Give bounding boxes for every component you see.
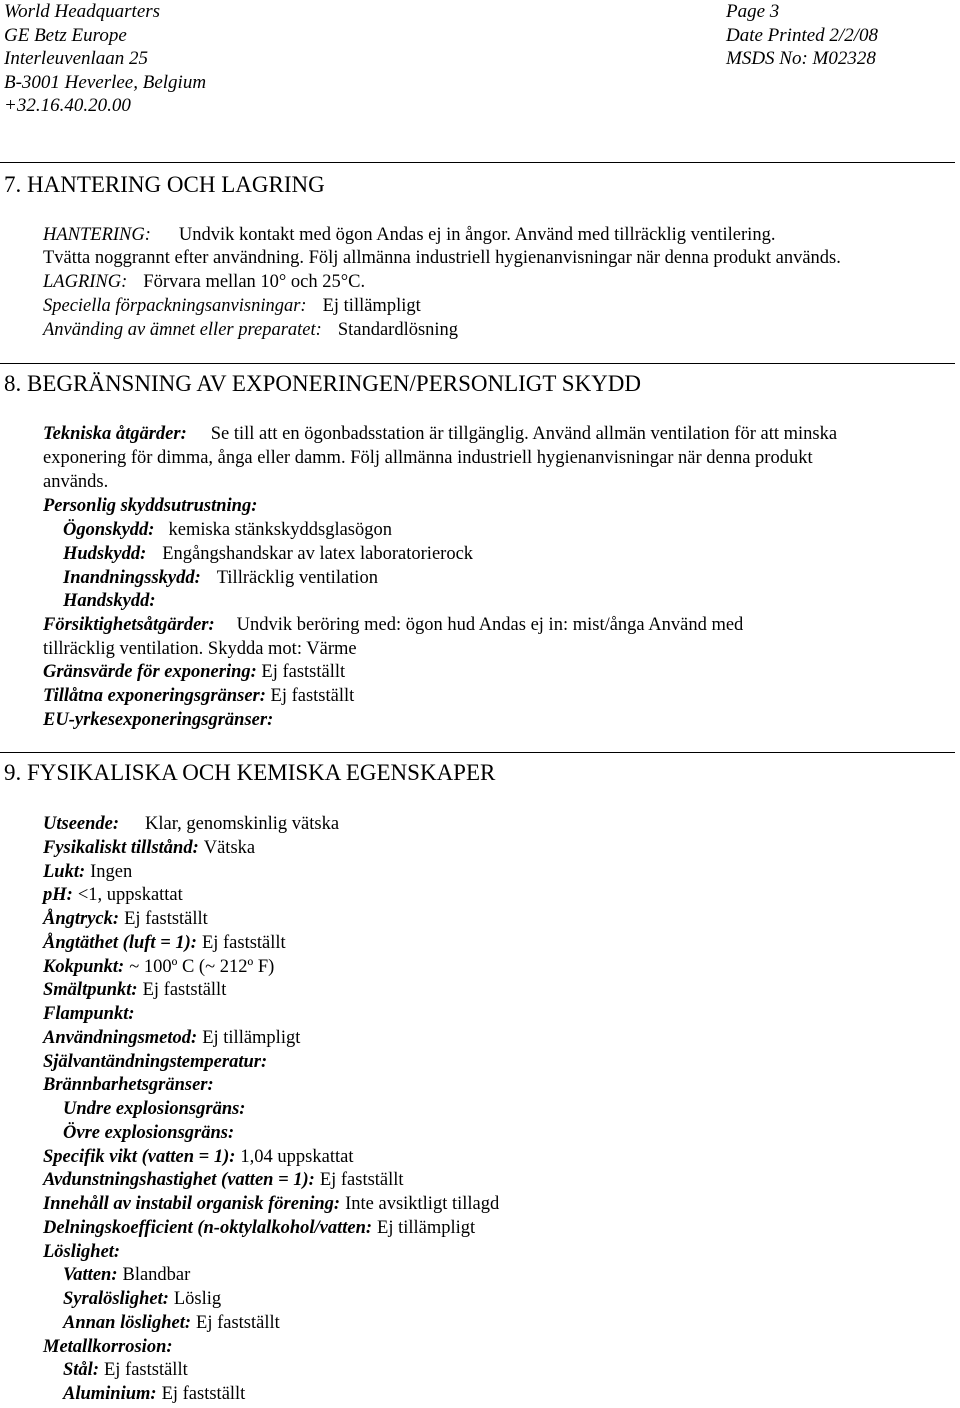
hantering-text: Undvik kontakt med ögon Andas ej in ångor. Använd med tillräcklig ventilering. <box>178 225 776 245</box>
property-row <box>63 1312 280 1336</box>
gransvarde-text: Ej fastställt <box>261 662 346 682</box>
spec-text: Ej tillämpligt <box>322 296 421 316</box>
property-row <box>43 1003 135 1027</box>
property-label: Annan löslighet: <box>63 1312 192 1333</box>
property-label: Ångtäthet (luft = 1): <box>43 932 197 953</box>
property-row <box>43 908 208 932</box>
property-row <box>43 932 286 956</box>
company-name: GE Betz Europe <box>4 24 127 46</box>
property-label: Lukt: <box>43 861 86 882</box>
property-label: Aluminium: <box>63 1384 157 1404</box>
property-label: Löslighet: <box>43 1241 121 1262</box>
lagring-label: LAGRING: <box>43 272 128 292</box>
forsiktighet-text: Undvik beröring med: ögon hud Andas ej in: mist/ånga Använd med <box>236 615 744 635</box>
property-value: Ej fastställt <box>103 1360 188 1381</box>
forsiktighet-line <box>43 614 743 638</box>
anvandning-line <box>43 319 458 343</box>
property-row <box>43 837 255 861</box>
hudskydd-text: Engångshandskar av latex laboratorierock <box>162 544 474 564</box>
property-value: Ej tillämpligt <box>202 1027 301 1048</box>
property-value: Ej tillämpligt <box>377 1217 476 1238</box>
lagring-text: Förvara mellan 10° och 25°C. <box>143 272 366 292</box>
property-label: Utseende: <box>43 814 120 834</box>
divider-rule <box>0 752 955 753</box>
hantering-line-2: Tvätta noggrannt efter användning. Följ allmänna industriell hygienanvisningar när denna produkt används. <box>43 248 841 268</box>
property-label: Ångtryck: <box>43 909 120 929</box>
anvandning-text: Standardlösning <box>337 320 459 340</box>
property-row <box>43 1027 300 1051</box>
tekniska-label: Tekniska åtgärder: <box>43 424 187 444</box>
handskydd-label: Handskydd: <box>63 591 156 611</box>
property-row <box>63 1288 221 1312</box>
document-meta-block <box>726 0 878 71</box>
property-label: Fysikaliskt tillstånd: <box>43 837 199 858</box>
property-label: Övre explosionsgräns: <box>63 1122 235 1143</box>
property-row <box>43 1169 404 1193</box>
section-7-title: 7. HANTERING OCH LAGRING <box>4 172 325 197</box>
property-label: Avdunstningshastighet (vatten = 1): <box>43 1170 315 1191</box>
company-city: B-3001 Heverlee, Belgium <box>4 71 207 93</box>
eu-granser-label: EU-yrkesexponeringsgränser: <box>43 710 274 730</box>
property-label: Innehåll av instabil organisk förening: <box>43 1194 341 1214</box>
property-row <box>43 1051 267 1075</box>
divider-rule <box>0 162 955 163</box>
property-row <box>43 861 132 885</box>
property-label: Vatten: <box>63 1265 118 1286</box>
inandningsskydd-text: Tillräcklig ventilation <box>216 568 378 588</box>
property-value: Blandbar <box>122 1265 191 1286</box>
anvandning-label: Använding av ämnet eller preparatet: <box>43 320 322 340</box>
property-row <box>63 1383 245 1407</box>
property-label: Användningsmetod: <box>43 1027 198 1048</box>
divider-rule <box>0 363 955 364</box>
tillatna-line <box>43 685 354 709</box>
property-row <box>43 1193 499 1217</box>
property-row <box>43 1074 214 1098</box>
property-label: Undre explosionsgräns: <box>63 1099 246 1119</box>
company-street: Interleuvenlaan 25 <box>4 48 149 69</box>
tillatna-text: Ej fastställt <box>270 686 355 706</box>
property-row <box>43 979 226 1003</box>
tekniska-line <box>43 423 837 447</box>
property-value: 1,04 uppskattat <box>240 1146 354 1167</box>
tillatna-label: Tillåtna exponeringsgränser: <box>43 686 266 706</box>
forsiktighet-label: Försiktighetsåtgärder: <box>43 615 215 635</box>
property-label: Kokpunkt: <box>43 956 125 977</box>
hantering-line <box>43 224 775 248</box>
property-label: Flampunkt: <box>43 1004 135 1024</box>
spec-label: Speciella förpackningsanvisningar: <box>43 296 307 316</box>
gransvarde-line <box>43 661 345 685</box>
property-row <box>63 1098 245 1122</box>
property-label: pH: <box>43 885 73 906</box>
inandningsskydd-label: Inandningsskydd: <box>63 568 201 588</box>
spec-line <box>43 295 421 319</box>
property-row <box>43 1217 475 1241</box>
lagring-line <box>43 271 365 295</box>
property-value: Ej fastställt <box>161 1384 246 1404</box>
personlig-skyddsutrustning-label: Personlig skyddsutrustning: <box>43 496 258 516</box>
property-value: Klar, genomskinlig vätska <box>145 814 340 834</box>
company-hq: World Headquarters <box>4 1 161 22</box>
property-label: Syralöslighet: <box>63 1289 169 1309</box>
property-row <box>43 884 183 908</box>
property-value: Ej fastställt <box>319 1170 404 1191</box>
property-row <box>43 1336 173 1360</box>
company-phone: +32.16.40.20.00 <box>4 95 131 116</box>
section-9-title: 9. FYSIKALISKA OCH KEMISKA EGENSKAPER <box>4 760 496 785</box>
property-value: <1, uppskattat <box>77 885 183 906</box>
section-8-title: 8. BEGRÄNSNING AV EXPONERINGEN/PERSONLIGT SKYDD <box>4 371 642 396</box>
page-number: Page 3 <box>726 1 780 22</box>
inandningsskydd-line <box>63 567 378 591</box>
property-row <box>63 1359 188 1383</box>
ogonskydd-line <box>63 519 392 543</box>
forsiktighet-text-2: tillräcklig ventilation. Skydda mot: Värme <box>43 639 357 659</box>
gransvarde-label: Gränsvärde för exponering: <box>43 662 257 682</box>
property-value: ~ 100º C (~ 212º F) <box>129 956 275 977</box>
property-value: Ingen <box>90 861 133 882</box>
property-value: Vätska <box>203 837 256 858</box>
property-value: Ej fastställt <box>124 909 208 929</box>
date-printed: Date Printed 2/2/08 <box>726 24 878 46</box>
hudskydd-label: Hudskydd: <box>63 544 147 564</box>
property-row <box>43 813 339 837</box>
property-label: Delningskoefficient (n-oktylalkohol/vatten: <box>43 1217 373 1238</box>
property-value: Inte avsiktligt tillagd <box>345 1194 500 1214</box>
property-label: Specifik vikt (vatten = 1): <box>43 1146 236 1167</box>
property-label: Brännbarhetsgränser: <box>43 1075 214 1096</box>
company-address-block <box>4 0 206 118</box>
property-value: Ej fastställt <box>201 932 286 953</box>
tekniska-text-3: används. <box>43 472 109 492</box>
property-value: Ej fastställt <box>142 980 227 1001</box>
tekniska-text-2: exponering för dimma, ånga eller damm. Följ allmänna industriell hygienanvisningar när denna produkt <box>43 448 813 468</box>
ogonskydd-text: kemiska stänkskyddsglasögon <box>168 520 393 540</box>
msds-number: MSDS No: M02328 <box>726 48 876 69</box>
property-label: Smältpunkt: <box>43 980 138 1001</box>
property-value: Löslig <box>173 1289 222 1309</box>
property-row <box>63 1122 234 1146</box>
property-label: Metallkorrosion: <box>43 1336 173 1357</box>
tekniska-text-1: Se till att en ögonbadsstation är tillgänglig. Använd allmän ventilation för att minska <box>210 424 838 444</box>
property-row <box>43 1146 353 1170</box>
property-row <box>43 956 274 980</box>
property-row <box>63 1264 190 1288</box>
hantering-label: HANTERING: <box>43 225 151 245</box>
property-value: Ej fastställt <box>196 1312 280 1333</box>
hudskydd-line <box>63 543 473 567</box>
property-row <box>43 1241 120 1265</box>
property-label: Stål: <box>63 1360 99 1381</box>
property-label: Självantändningstemperatur: <box>43 1051 268 1072</box>
ogonskydd-label: Ögonskydd: <box>63 520 155 540</box>
